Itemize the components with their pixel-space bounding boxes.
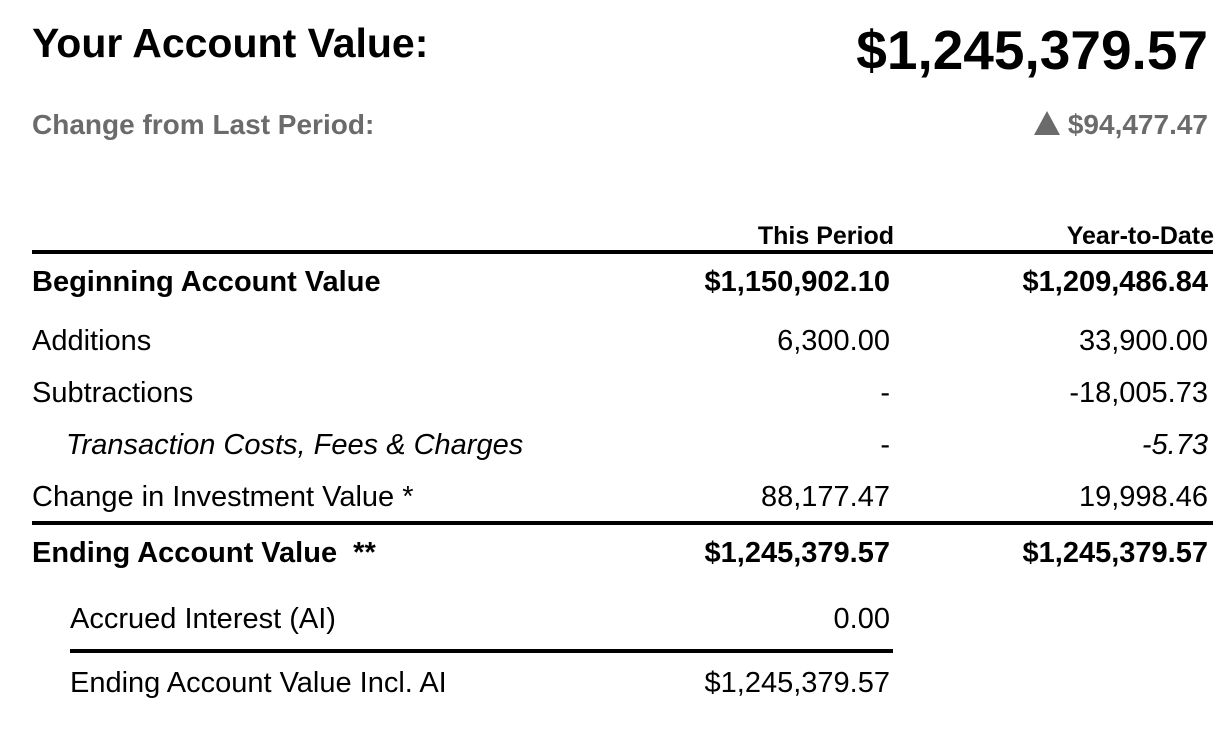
row-this-period-beginning-value: $1,150,902.10 [704, 266, 890, 298]
row-this-period-investment-change: 88,177.47 [760, 481, 890, 513]
ending-incl-ai-label: Ending Account Value Incl. AI [70, 667, 447, 699]
row-ytd-ending-value: $1,245,379.57 [1022, 537, 1208, 569]
totals-divider [32, 521, 1213, 525]
column-header-this-period: This Period [757, 222, 894, 250]
column-header-ytd: Year-to-Date [1066, 222, 1214, 250]
account-total-value: $1,245,379.57 [856, 19, 1208, 81]
row-ytd-investment-change: 19,998.46 [1078, 481, 1208, 513]
row-this-period-transaction-costs: - [880, 429, 890, 461]
row-label-subtractions: Subtractions [32, 377, 194, 409]
header-divider [32, 250, 1213, 254]
row-ytd-subtractions: -18,005.73 [1069, 377, 1208, 409]
ending-incl-ai-value: $1,245,379.57 [704, 667, 890, 699]
accrued-interest-label: Accrued Interest (AI) [70, 603, 336, 635]
row-ytd-additions: 33,900.00 [1078, 325, 1208, 357]
row-label-transaction-costs: Transaction Costs, Fees & Charges [66, 429, 524, 461]
change-value-group [1034, 109, 1208, 141]
row-this-period-subtractions: - [880, 377, 890, 409]
accrued-interest-value: 0.00 [833, 603, 890, 635]
row-this-period-additions: 6,300.00 [777, 325, 890, 357]
row-label-beginning-value: Beginning Account Value [32, 266, 381, 298]
row-ytd-beginning-value: $1,209,486.84 [1022, 266, 1208, 298]
row-label-ending-value: Ending Account Value ** [32, 537, 376, 569]
row-label-investment-change: Change in Investment Value * [32, 481, 414, 513]
row-this-period-ending-value: $1,245,379.57 [704, 537, 890, 569]
row-ytd-transaction-costs: -5.73 [1141, 429, 1208, 461]
up-triangle-icon [1034, 111, 1060, 135]
accrued-interest-divider [70, 649, 893, 653]
row-label-additions: Additions [32, 325, 152, 357]
change-label: Change from Last Period: [32, 109, 375, 140]
change-value: $94,477.47 [1067, 109, 1208, 140]
page-title: Your Account Value: [32, 20, 429, 66]
